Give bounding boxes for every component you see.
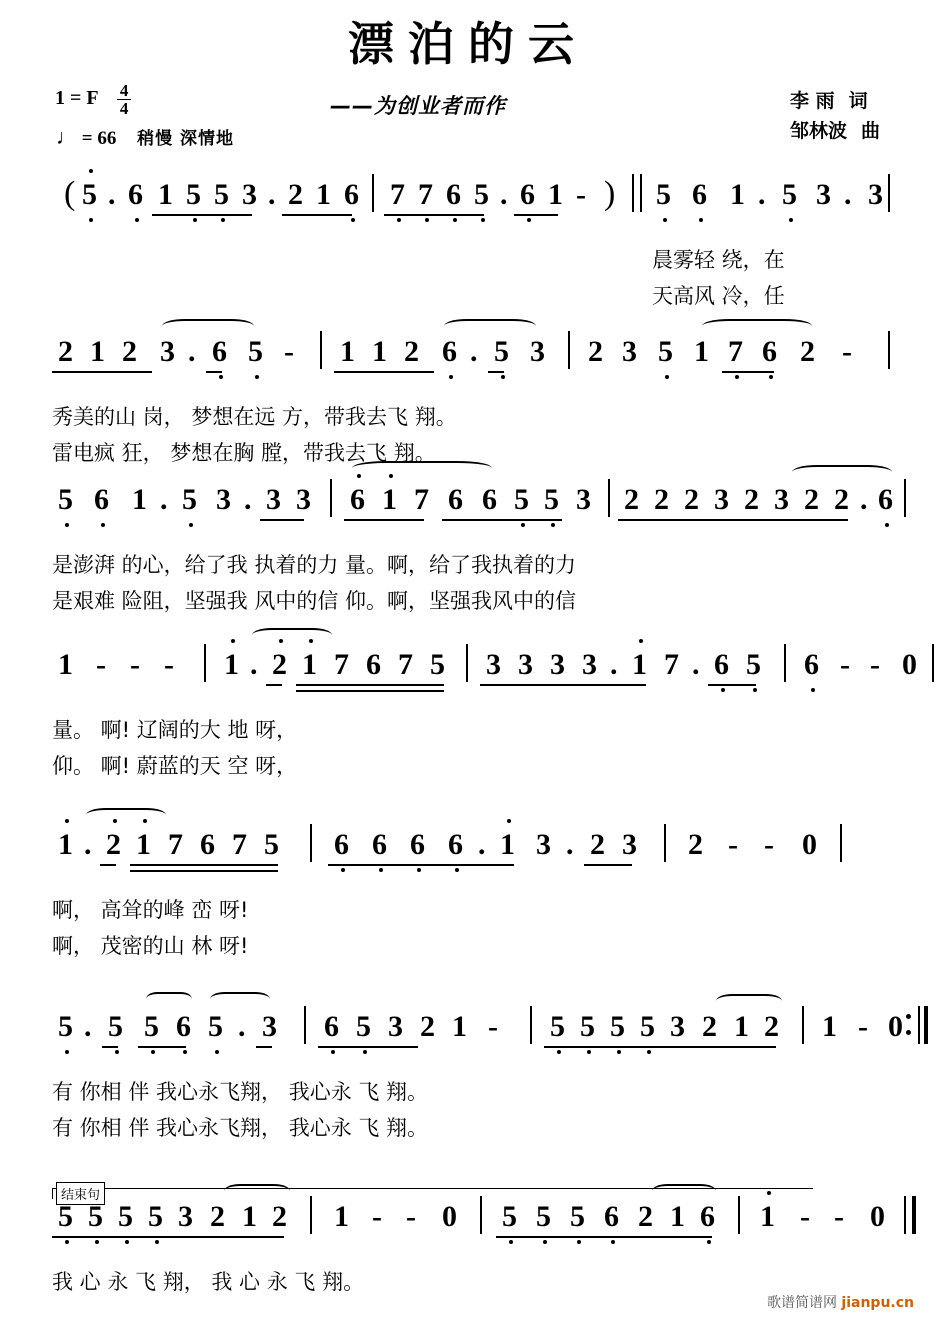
time-signature — [117, 82, 132, 117]
system-2 — [0, 335, 936, 473]
system-4-notes: 1 - - - 1 . 2 1 7 6 7 5 3 3 3 3 . 1 7 . 6 5 6 - - 0 — [52, 648, 884, 706]
system-6-lyrics-2: 有 你相 伴 我心永飞翔， 我心永 飞 翔。 — [52, 1116, 429, 1140]
system-5-lyrics-2: 啊， 茂密的山 林 呀! — [52, 934, 249, 958]
system-4-lyrics-2: 仰。 啊! 蔚蓝的天 空 呀， — [52, 754, 298, 778]
key-signature — [55, 82, 131, 117]
system-4-lyrics-1: 量。 啊! 辽阔的大 地 呀， — [52, 718, 298, 742]
system-6-lyrics-1: 有 你相 伴 我心永飞翔， 我心永 飞 翔。 — [52, 1080, 429, 1104]
composer-name: 邹林波 — [789, 120, 847, 142]
system-7-notes: 5 5 5 5 3 2 1 2 1 - - 0 5 5 5 6 2 1 6 1 - - 0 — [52, 1200, 884, 1258]
composer-role: 曲 — [860, 120, 880, 142]
tempo-marking — [56, 124, 234, 150]
system-1-lyrics-2: 天高风 冷，任 — [652, 284, 785, 308]
watermark — [767, 1292, 914, 1312]
system-3-notes: 5 6 1 . 5 3 . 3 3 6 1 7 6 6 5 5 3 2 2 2 3 2 3 2 2 . 6 — [52, 483, 884, 541]
page-title: 漂泊的云 — [348, 17, 588, 71]
expression-marking: 稍慢 深情地 — [137, 129, 234, 149]
system-5-notes: 1 . 2 1 7 6 7 5 6 6 6 6 . 1 3 . 2 3 2 - - 0 — [52, 828, 884, 886]
system-3-lyrics-2: 是艰难 险阻，坚强我 风中的信 仰。啊，坚强我风中的信 — [52, 589, 577, 613]
tempo-value: = 66 — [81, 128, 117, 149]
watermark-text: 歌谱简谱网 — [766, 1295, 837, 1311]
watermark-site: jianpu.cn — [841, 1295, 914, 1311]
system-4 — [0, 648, 936, 786]
lyricist-name: 李 雨 — [789, 90, 835, 112]
system-2-lyrics-1: 秀美的山 岗， 梦想在远 方，带我去飞 翔。 — [52, 405, 457, 429]
system-5 — [0, 828, 936, 966]
system-1 — [0, 175, 936, 316]
system-6-notes: 5 . 5 5 6 5 . 3 6 5 3 2 1 - 5 5 5 5 3 2 1 2 1 - 0 — [52, 1010, 884, 1068]
system-1-lyrics-1: 晨雾轻 绕，在 — [652, 248, 785, 272]
quarter-note-icon: ♩ — [56, 125, 77, 149]
key-label: 1 = F — [55, 87, 98, 110]
system-2-lyrics-2: 雷电疯 狂， 梦想在胸 膛，带我去飞 翔。 — [52, 441, 436, 465]
subtitle: ——为创业者而作 — [330, 94, 506, 118]
system-5-lyrics-1: 啊， 高耸的峰 峦 呀! — [52, 898, 249, 922]
system-7-lyrics-1: 我 心 永 飞 翔， 我 心 永 飞 翔。 — [52, 1270, 365, 1294]
system-2-notes: 2 1 2 3 . 6 5 - 1 1 2 6 . 5 3 2 3 5 1 7 6 2 - — [52, 335, 884, 393]
ending-label: 结束句 — [56, 1182, 105, 1205]
credits — [790, 86, 880, 146]
time-signature-numerator: 4 — [117, 82, 132, 100]
system-3-lyrics-1: 是澎湃 的心，给了我 执着的力 量。啊，给了我执着的力 — [52, 553, 577, 577]
lyricist-role: 词 — [848, 90, 868, 112]
system-1-notes: ( 5 . 6 1 5 5 3 . 2 1 6 7 7 6 5 . 6 1 - ) 5 6 1 . 5 3 . 3 — [52, 178, 884, 236]
time-signature-denominator: 4 — [119, 99, 129, 118]
system-6 — [0, 1010, 936, 1148]
system-7 — [0, 1178, 936, 1302]
system-3 — [0, 483, 936, 621]
